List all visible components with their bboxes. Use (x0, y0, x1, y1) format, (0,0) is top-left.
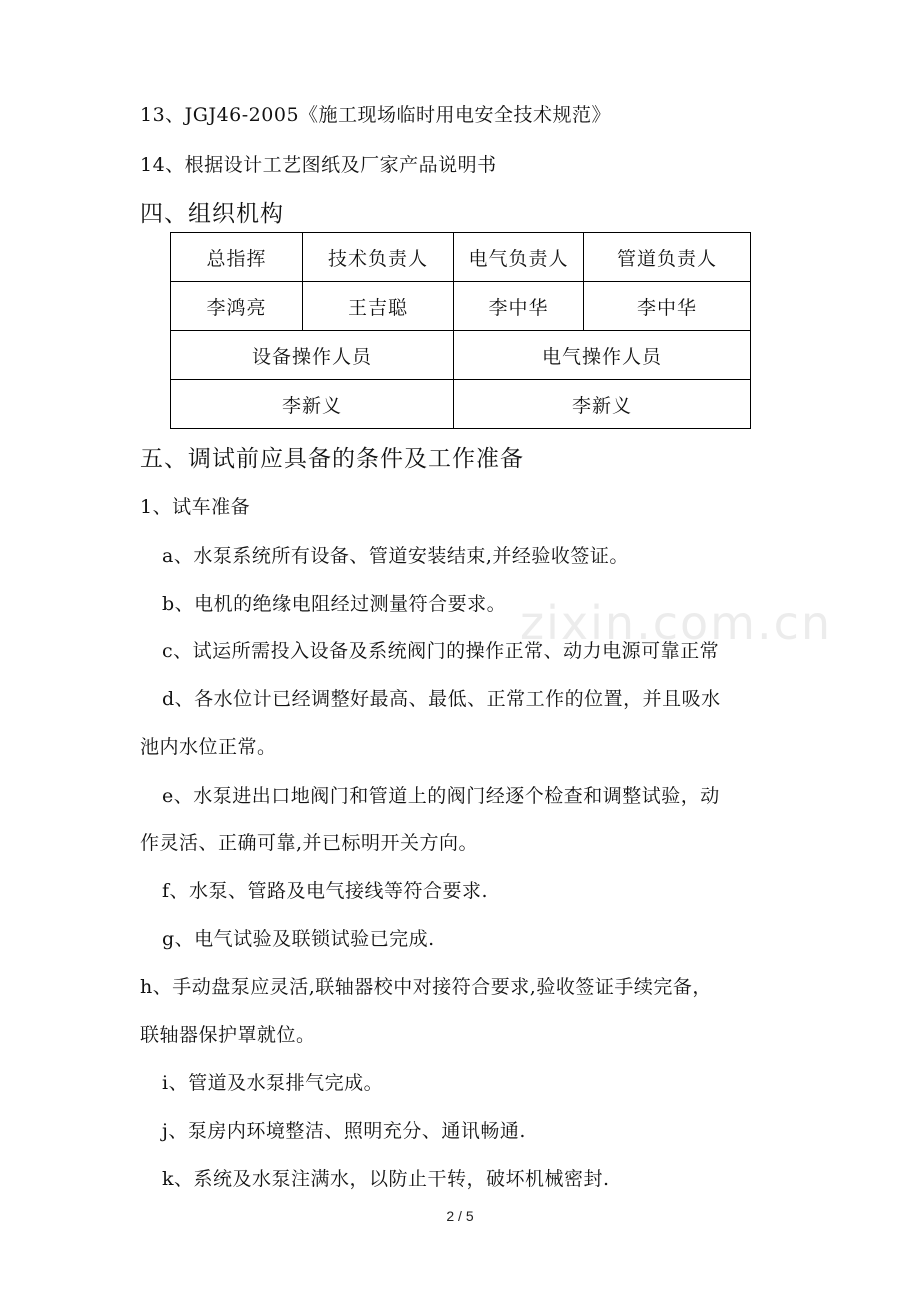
section-heading-preparation: 五、调试前应具备的条件及工作准备 (140, 446, 524, 472)
ref-item-14: 14、根据设计工艺图纸及厂家产品说明书 (140, 154, 497, 176)
list-item: j、泵房内环境整洁、照明充分、通讯畅通. (162, 1120, 526, 1142)
table-cell: 李新义 (171, 380, 454, 429)
table-cell: 李中华 (584, 282, 751, 331)
table-cell: 设备操作人员 (171, 331, 454, 380)
list-item: f、水泵、管路及电气接线等符合要求. (162, 880, 489, 902)
list-item: k、系统及水泵注满水，以防止干转，破坏机械密封. (162, 1168, 610, 1190)
table-cell: 管道负责人 (584, 233, 751, 282)
list-item: a、水泵系统所有设备、管道安装结束,并经验收签证。 (162, 545, 629, 567)
list-item: b、电机的绝缘电阻经过测量符合要求。 (162, 593, 507, 615)
table-cell: 总指挥 (171, 233, 303, 282)
table-row (171, 233, 751, 282)
list-item-continuation: 池内水位正常。 (140, 736, 277, 758)
table-cell: 李鸿亮 (171, 282, 303, 331)
list-item: h、手动盘泵应灵活,联轴器校中对接符合要求,验收签证手续完备， (140, 976, 712, 998)
table-cell: 技术负责人 (303, 233, 454, 282)
list-item: c、试运所需投入设备及系统阀门的操作正常、动力电源可靠正常 (162, 640, 720, 662)
list-item: e、水泵进出口地阀门和管道上的阀门经逐个检查和调整试验，动 (162, 785, 720, 807)
list-item: d、各水位计已经调整好最高、最低、正常工作的位置，并且吸水 (162, 688, 721, 710)
subsection-heading: 1、试车准备 (140, 496, 251, 518)
watermark: zixin.com.cn (520, 596, 833, 650)
table-cell: 王吉聪 (303, 282, 454, 331)
organization-table (170, 232, 751, 429)
list-item-continuation: 作灵活、正确可靠,并已标明开关方向。 (140, 832, 479, 854)
ref-item-13: 13、JGJ46-2005《施工现场临时用电安全技术规范》 (140, 104, 612, 126)
list-item-continuation: 联轴器保护罩就位。 (140, 1024, 316, 1046)
table-cell: 李中华 (454, 282, 584, 331)
table-row (171, 331, 751, 380)
page-number: 2 / 5 (446, 1208, 474, 1224)
list-item: g、电气试验及联锁试验已完成. (162, 928, 435, 950)
table-row (171, 282, 751, 331)
table-row (171, 380, 751, 429)
table-cell: 电气操作人员 (454, 331, 751, 380)
section-heading-organization: 四、组织机构 (140, 201, 284, 227)
table-cell: 电气负责人 (454, 233, 584, 282)
list-item: i、管道及水泵排气完成。 (162, 1072, 384, 1094)
table-cell: 李新义 (454, 380, 751, 429)
